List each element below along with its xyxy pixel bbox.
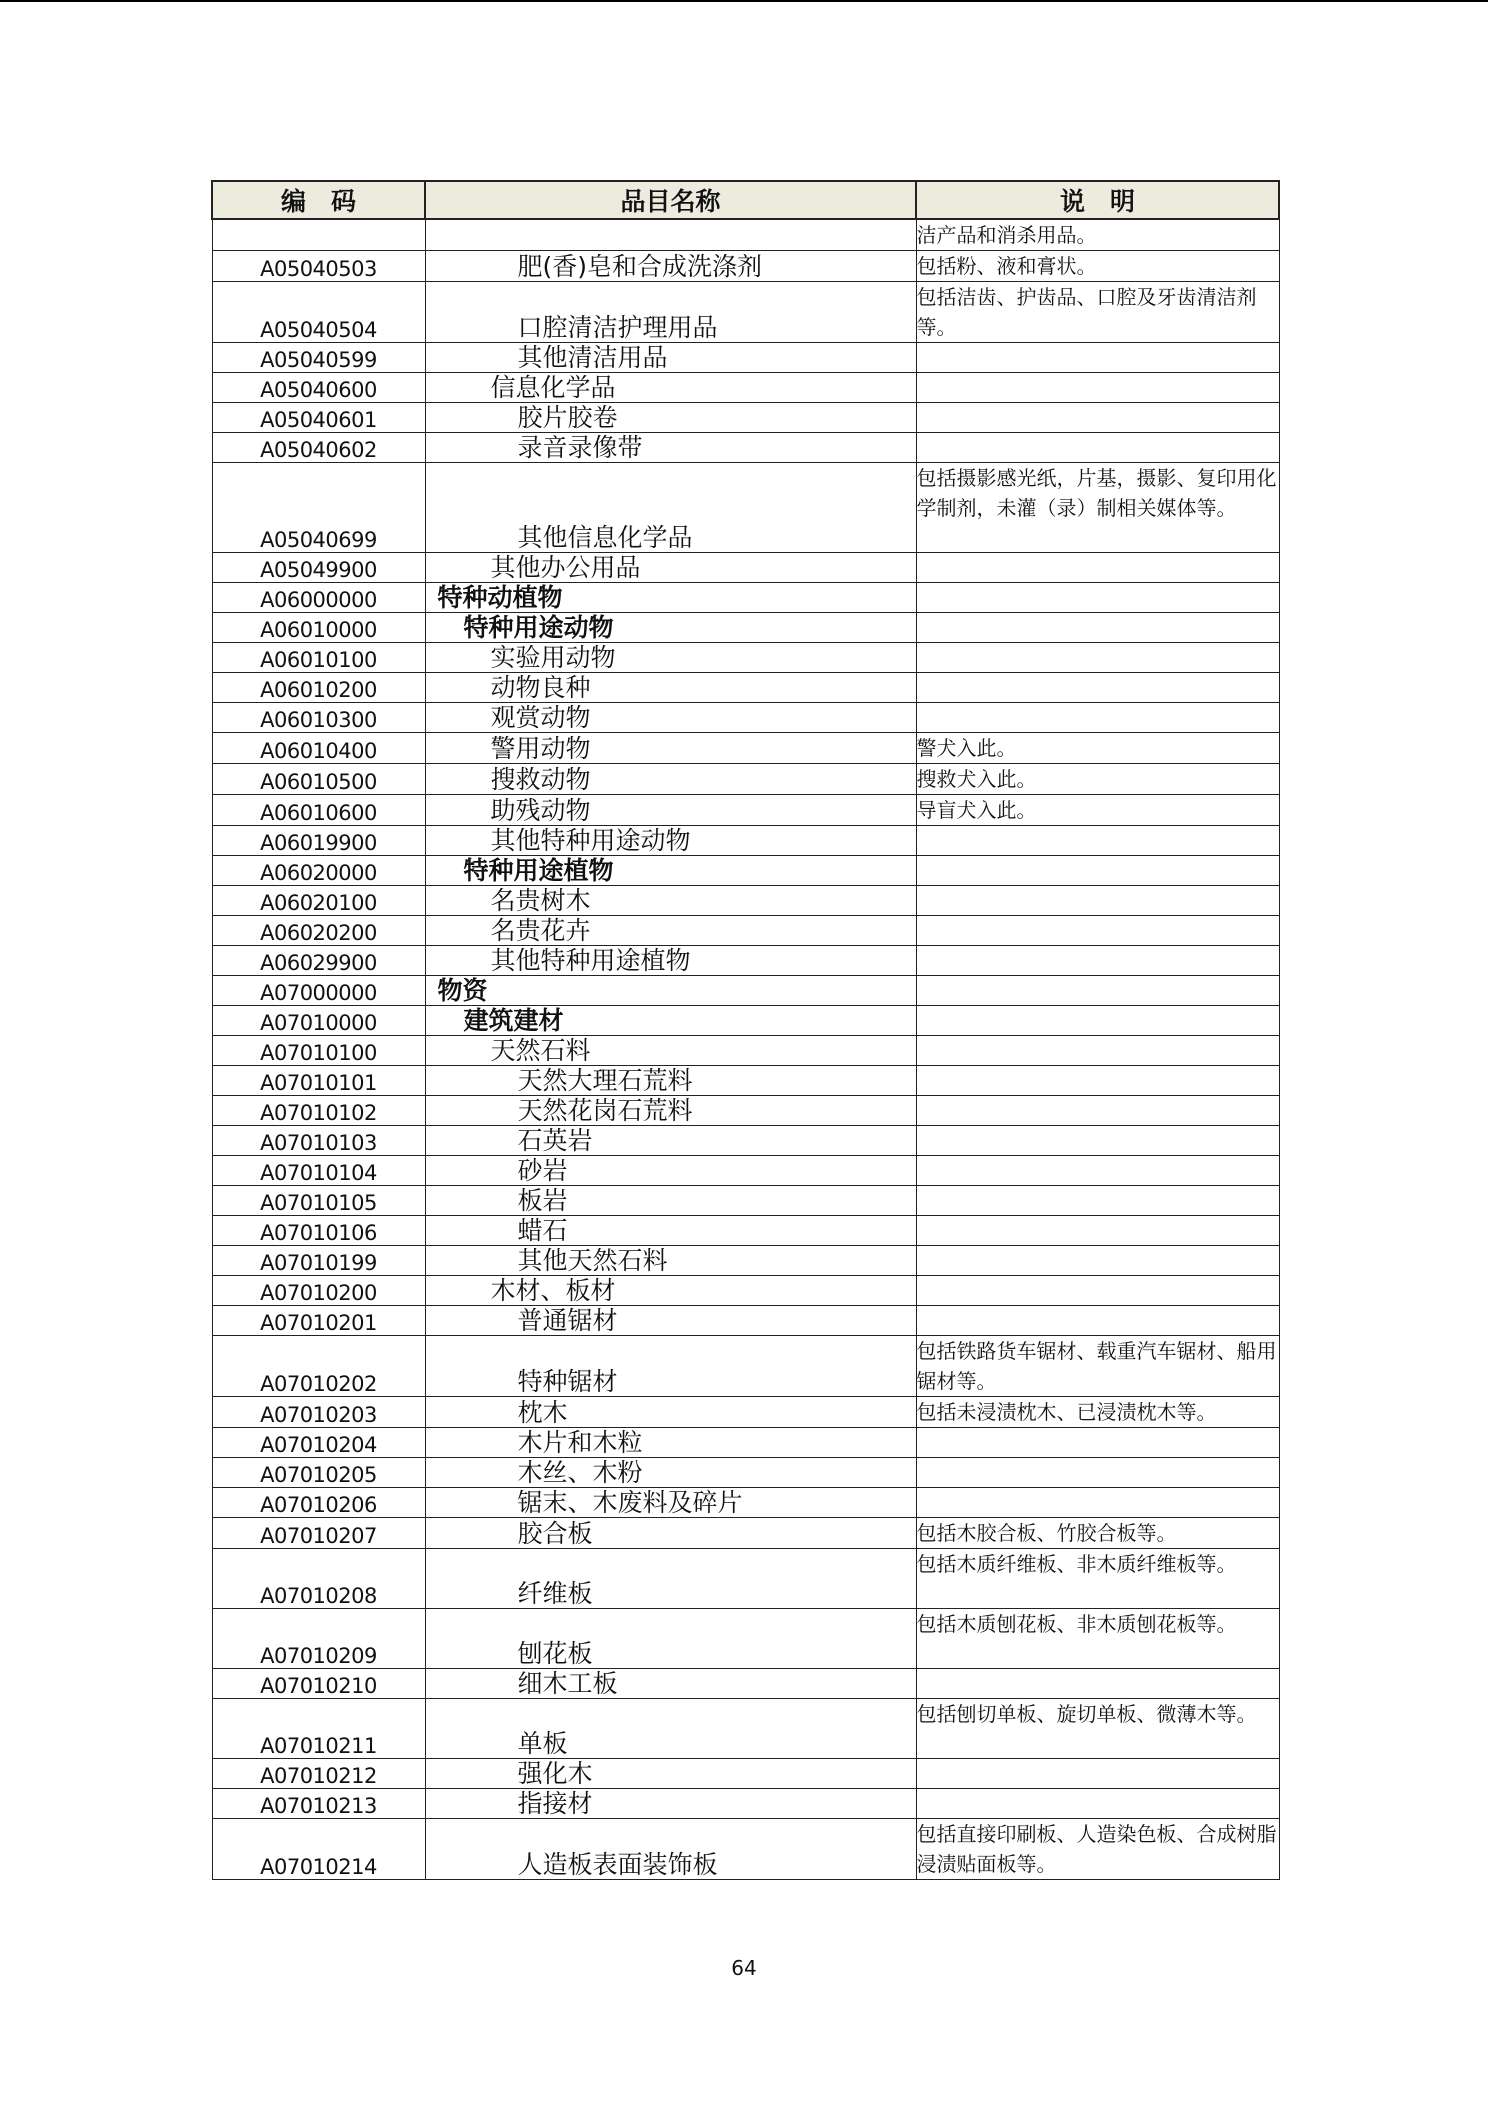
item-name-cell: 砂岩 — [425, 1156, 916, 1186]
note-cell — [916, 703, 1279, 733]
note-cell — [916, 1428, 1279, 1458]
note-cell: 包括铁路货车锯材、载重汽车锯材、船用锯材等。 — [916, 1336, 1279, 1397]
item-name-cell: 录音录像带 — [425, 433, 916, 463]
code-cell: A07010201 — [212, 1306, 425, 1336]
code-cell: A07010106 — [212, 1216, 425, 1246]
note-cell: 搜救犬入此。 — [916, 764, 1279, 795]
table-row — [212, 1518, 1279, 1549]
code-cell: A07010000 — [212, 1006, 425, 1036]
note-cell — [916, 1759, 1279, 1789]
item-name-cell: 其他特种用途植物 — [425, 946, 916, 976]
code-cell: A07010199 — [212, 1246, 425, 1276]
table-row — [212, 613, 1279, 643]
item-name-cell: 肥(香)皂和合成洗涤剂 — [425, 251, 916, 282]
item-name-cell: 天然大理石荒料 — [425, 1066, 916, 1096]
table-body — [212, 219, 1279, 1880]
item-name-cell: 物资 — [425, 976, 916, 1006]
item-name-cell: 蜡石 — [425, 1216, 916, 1246]
note-cell — [916, 1306, 1279, 1336]
note-cell — [916, 1066, 1279, 1096]
item-name-cell: 名贵花卉 — [425, 916, 916, 946]
table-row — [212, 1066, 1279, 1096]
item-name-cell: 其他天然石料 — [425, 1246, 916, 1276]
note-cell — [916, 1488, 1279, 1518]
item-name-cell: 枕木 — [425, 1397, 916, 1428]
item-name-cell: 警用动物 — [425, 733, 916, 764]
code-cell: A06020200 — [212, 916, 425, 946]
note-cell — [916, 1276, 1279, 1306]
code-cell: A05040699 — [212, 463, 425, 553]
note-cell — [916, 1669, 1279, 1699]
note-cell: 包括木质纤维板、非木质纤维板等。 — [916, 1549, 1279, 1609]
table-row — [212, 1186, 1279, 1216]
code-cell: A05040504 — [212, 282, 425, 343]
note-cell — [916, 1458, 1279, 1488]
item-name-cell: 胶片胶卷 — [425, 403, 916, 433]
note-cell — [916, 403, 1279, 433]
note-cell — [916, 673, 1279, 703]
code-cell: A07010105 — [212, 1186, 425, 1216]
item-name-cell: 天然花岗石荒料 — [425, 1096, 916, 1126]
item-name-cell: 特种锯材 — [425, 1336, 916, 1397]
code-cell: A06010600 — [212, 795, 425, 826]
header-name: 品目名称 — [425, 181, 916, 219]
note-cell — [916, 1246, 1279, 1276]
note-cell: 包括摄影感光纸，片基，摄影、复印用化学制剂，未灌（录）制相关媒体等。 — [916, 463, 1279, 553]
code-cell: A07010100 — [212, 1036, 425, 1066]
note-cell: 包括木质刨花板、非木质刨花板等。 — [916, 1609, 1279, 1669]
table-row — [212, 251, 1279, 282]
note-cell: 包括洁齿、护齿品、口腔及牙齿清洁剂等。 — [916, 282, 1279, 343]
code-cell: A07010210 — [212, 1669, 425, 1699]
table-row — [212, 1699, 1279, 1759]
item-name-cell — [425, 219, 916, 251]
item-name-cell: 板岩 — [425, 1186, 916, 1216]
table-row — [212, 1549, 1279, 1609]
table-row — [212, 1246, 1279, 1276]
note-cell: 导盲犬入此。 — [916, 795, 1279, 826]
code-cell: A07010211 — [212, 1699, 425, 1759]
item-name-cell: 动物良种 — [425, 673, 916, 703]
code-cell: A06020100 — [212, 886, 425, 916]
item-name-cell: 其他清洁用品 — [425, 343, 916, 373]
code-cell: A07010208 — [212, 1549, 425, 1609]
table-row — [212, 946, 1279, 976]
table-row — [212, 733, 1279, 764]
note-cell — [916, 916, 1279, 946]
code-cell: A07010103 — [212, 1126, 425, 1156]
table-row — [212, 856, 1279, 886]
header-note: 说 明 — [916, 181, 1279, 219]
item-name-cell: 特种用途动物 — [425, 613, 916, 643]
code-cell: A06020000 — [212, 856, 425, 886]
table-row — [212, 916, 1279, 946]
note-cell — [916, 1036, 1279, 1066]
code-cell: A05040600 — [212, 373, 425, 403]
item-name-cell: 普通锯材 — [425, 1306, 916, 1336]
table-row — [212, 1096, 1279, 1126]
item-name-cell: 木丝、木粉 — [425, 1458, 916, 1488]
table-header-row — [212, 181, 1279, 219]
item-name-cell: 名贵树木 — [425, 886, 916, 916]
note-cell — [916, 583, 1279, 613]
item-name-cell: 石英岩 — [425, 1126, 916, 1156]
code-cell: A06010000 — [212, 613, 425, 643]
table-row — [212, 764, 1279, 795]
note-cell — [916, 1216, 1279, 1246]
table-row — [212, 703, 1279, 733]
item-name-cell: 口腔清洁护理用品 — [425, 282, 916, 343]
code-cell: A07000000 — [212, 976, 425, 1006]
item-name-cell: 特种用途植物 — [425, 856, 916, 886]
code-cell: A05040602 — [212, 433, 425, 463]
table-row — [212, 219, 1279, 251]
table-row — [212, 1036, 1279, 1066]
table-row — [212, 583, 1279, 613]
table-row — [212, 373, 1279, 403]
item-name-cell: 助残动物 — [425, 795, 916, 826]
table-row — [212, 1669, 1279, 1699]
code-cell: A06010100 — [212, 643, 425, 673]
item-name-cell: 特种动植物 — [425, 583, 916, 613]
code-cell: A07010212 — [212, 1759, 425, 1789]
code-cell: A07010209 — [212, 1609, 425, 1669]
note-cell — [916, 886, 1279, 916]
table-row — [212, 282, 1279, 343]
table-row — [212, 673, 1279, 703]
table-row — [212, 1276, 1279, 1306]
code-cell: A05040599 — [212, 343, 425, 373]
table-row — [212, 643, 1279, 673]
item-name-cell: 锯末、木废料及碎片 — [425, 1488, 916, 1518]
table-row — [212, 1819, 1279, 1880]
code-cell: A06010500 — [212, 764, 425, 795]
note-cell: 包括木胶合板、竹胶合板等。 — [916, 1518, 1279, 1549]
item-name-cell: 其他信息化学品 — [425, 463, 916, 553]
item-name-cell: 建筑建材 — [425, 1006, 916, 1036]
code-cell: A05049900 — [212, 553, 425, 583]
code-cell: A07010202 — [212, 1336, 425, 1397]
item-name-cell: 指接材 — [425, 1789, 916, 1819]
note-cell: 警犬入此。 — [916, 733, 1279, 764]
table-row — [212, 1397, 1279, 1428]
item-name-cell: 人造板表面装饰板 — [425, 1819, 916, 1880]
code-cell: A06019900 — [212, 826, 425, 856]
code-cell: A06010300 — [212, 703, 425, 733]
table-row — [212, 1789, 1279, 1819]
code-cell: A06000000 — [212, 583, 425, 613]
catalog-table — [211, 180, 1280, 1880]
note-cell: 包括粉、液和膏状。 — [916, 251, 1279, 282]
item-name-cell: 纤维板 — [425, 1549, 916, 1609]
item-name-cell: 木片和木粒 — [425, 1428, 916, 1458]
code-cell: A06029900 — [212, 946, 425, 976]
table-row — [212, 795, 1279, 826]
code-cell: A07010203 — [212, 1397, 425, 1428]
table-row — [212, 1759, 1279, 1789]
note-cell — [916, 433, 1279, 463]
note-cell: 包括刨切单板、旋切单板、微薄木等。 — [916, 1699, 1279, 1759]
note-cell — [916, 613, 1279, 643]
code-cell: A07010205 — [212, 1458, 425, 1488]
item-name-cell: 胶合板 — [425, 1518, 916, 1549]
code-cell: A06010200 — [212, 673, 425, 703]
item-name-cell: 实验用动物 — [425, 643, 916, 673]
table-row — [212, 1488, 1279, 1518]
note-cell: 洁产品和消杀用品。 — [916, 219, 1279, 251]
note-cell — [916, 1006, 1279, 1036]
table-row — [212, 463, 1279, 553]
table-row — [212, 343, 1279, 373]
note-cell — [916, 826, 1279, 856]
code-cell: A07010213 — [212, 1789, 425, 1819]
table-row — [212, 976, 1279, 1006]
table-row — [212, 1126, 1279, 1156]
code-cell: A07010102 — [212, 1096, 425, 1126]
table-row — [212, 826, 1279, 856]
item-name-cell: 单板 — [425, 1699, 916, 1759]
note-cell — [916, 946, 1279, 976]
note-cell — [916, 1096, 1279, 1126]
note-cell — [916, 856, 1279, 886]
item-name-cell: 细木工板 — [425, 1669, 916, 1699]
code-cell: A05040601 — [212, 403, 425, 433]
note-cell — [916, 1126, 1279, 1156]
item-name-cell: 强化木 — [425, 1759, 916, 1789]
note-cell — [916, 1186, 1279, 1216]
page-number: 64 — [731, 1956, 757, 1980]
code-cell: A06010400 — [212, 733, 425, 764]
table-row — [212, 886, 1279, 916]
code-cell: A07010200 — [212, 1276, 425, 1306]
item-name-cell: 其他办公用品 — [425, 553, 916, 583]
item-name-cell: 木材、板材 — [425, 1276, 916, 1306]
table-row — [212, 403, 1279, 433]
table-row — [212, 553, 1279, 583]
code-cell: A07010101 — [212, 1066, 425, 1096]
code-cell: A07010207 — [212, 1518, 425, 1549]
item-name-cell: 信息化学品 — [425, 373, 916, 403]
table-row — [212, 1458, 1279, 1488]
table-row — [212, 433, 1279, 463]
note-cell: 包括直接印刷板、人造染色板、合成树脂浸渍贴面板等。 — [916, 1819, 1279, 1880]
table-row — [212, 1306, 1279, 1336]
code-cell: A07010206 — [212, 1488, 425, 1518]
table-row — [212, 1336, 1279, 1397]
note-cell — [916, 343, 1279, 373]
note-cell — [916, 373, 1279, 403]
table-row — [212, 1428, 1279, 1458]
code-cell: A07010104 — [212, 1156, 425, 1186]
code-cell: A05040503 — [212, 251, 425, 282]
header-code: 编 码 — [212, 181, 425, 219]
page-top-border — [0, 0, 1488, 2]
code-cell: A07010204 — [212, 1428, 425, 1458]
item-name-cell: 其他特种用途动物 — [425, 826, 916, 856]
table-row — [212, 1216, 1279, 1246]
note-cell — [916, 976, 1279, 1006]
code-cell: A07010214 — [212, 1819, 425, 1880]
table-row — [212, 1609, 1279, 1669]
item-name-cell: 天然石料 — [425, 1036, 916, 1066]
table-row — [212, 1156, 1279, 1186]
note-cell — [916, 1789, 1279, 1819]
note-cell — [916, 553, 1279, 583]
note-cell — [916, 1156, 1279, 1186]
item-name-cell: 搜救动物 — [425, 764, 916, 795]
note-cell — [916, 643, 1279, 673]
code-cell — [212, 219, 425, 251]
note-cell: 包括未浸渍枕木、已浸渍枕木等。 — [916, 1397, 1279, 1428]
item-name-cell: 观赏动物 — [425, 703, 916, 733]
item-name-cell: 刨花板 — [425, 1609, 916, 1669]
table-row — [212, 1006, 1279, 1036]
